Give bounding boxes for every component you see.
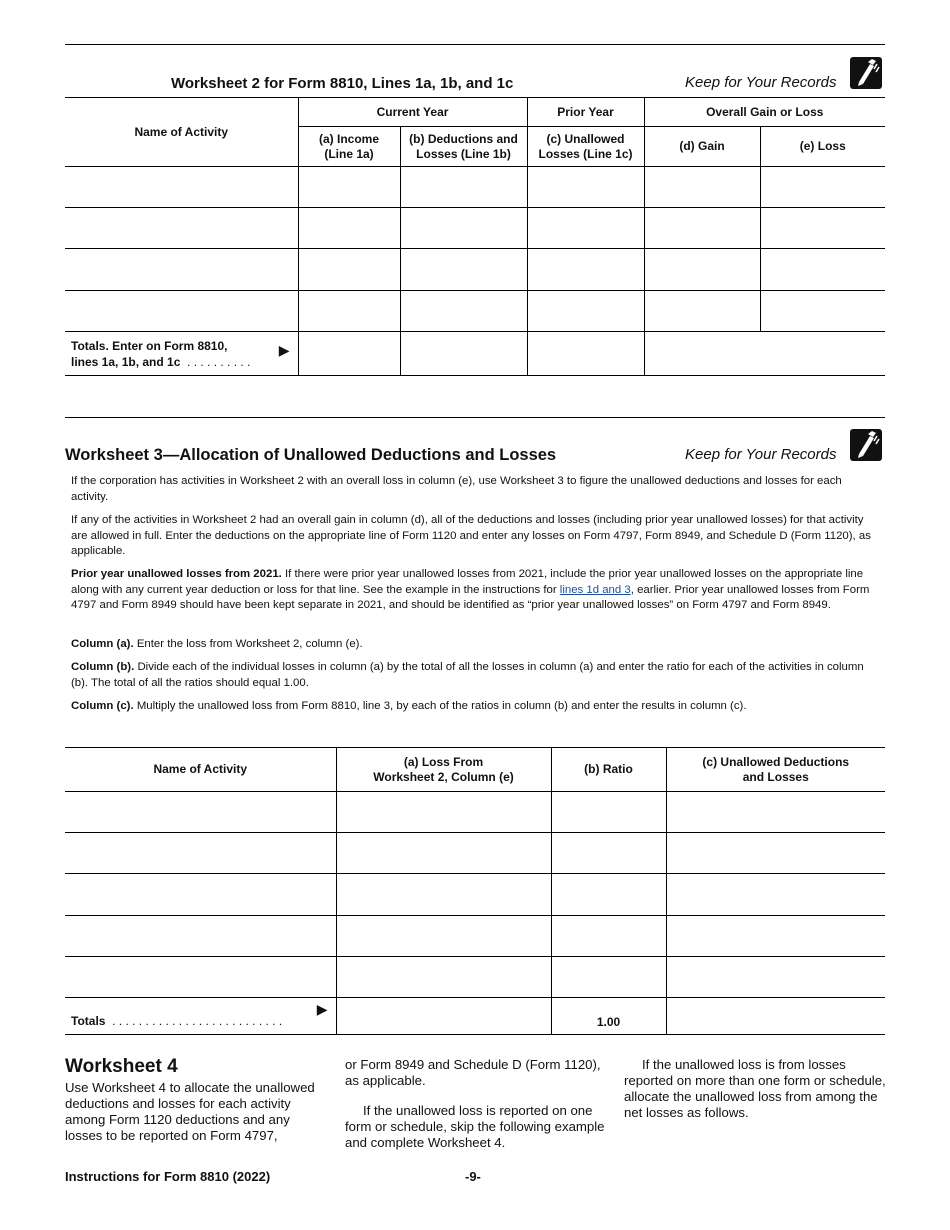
ws3-col-c: (c) Unallowed Deductions and Losses bbox=[666, 748, 885, 792]
ws4-col-1: Use Worksheet 4 to allocate the unallowed deductions and losses for each activity among Form 1120 deductions and any losses to be reported on Form 4797, bbox=[65, 1080, 315, 1143]
ws3-para-5: Column (b). Divide each of the individual losses in column (a) by the total of all the losses in column (a) and enter the ratio for each of the activities in column (b). The total of all the ratios should equal 1.00. bbox=[71, 661, 864, 689]
ws4-col-3: If the unallowed loss is from losses reported on more than one form or schedule, allocate the unallowed loss from among the net losses as follows. bbox=[624, 1057, 886, 1120]
ws3-para-4: Column (a). Enter the loss from Worksheet 2, column (e). bbox=[71, 638, 363, 650]
arrow-right-icon: ▶ bbox=[278, 342, 290, 358]
top-rule bbox=[65, 44, 885, 45]
ws3-keep-records: Keep for Your Records bbox=[685, 446, 837, 463]
ws4-col-2b: If the unallowed loss is reported on one form or schedule, skip the following example and complete Worksheet 4. bbox=[345, 1103, 605, 1150]
ws3-table bbox=[65, 747, 885, 1035]
ws3-totals-row bbox=[65, 998, 885, 1035]
ws3-title: Worksheet 3—Allocation of Unallowed Deductions and Losses bbox=[65, 446, 557, 464]
pencil-icon bbox=[850, 57, 882, 89]
table-row bbox=[65, 249, 885, 291]
ws2-title: Worksheet 2 for Form 8810, Lines 1a, 1b, and 1c bbox=[171, 75, 514, 92]
ws2-totals-label: Totals. Enter on Form 8810, lines 1a, 1b, and 1c . . . . . . . . . . ▶ bbox=[65, 332, 298, 376]
table-row bbox=[65, 167, 885, 208]
ws3-ratio-total: 1.00 bbox=[551, 998, 666, 1035]
table-row bbox=[65, 833, 885, 874]
ws2-col-e: (e) Loss bbox=[760, 127, 885, 167]
page-number: -9- bbox=[465, 1169, 481, 1184]
ws3-para-6: Column (c). Multiply the unallowed loss from Form 8810, line 3, by each of the ratios in column (b) and enter the results in column (c). bbox=[71, 700, 747, 712]
ws3-para-3: Prior year unallowed losses from 2021. If there were prior year unallowed losses from 2021, include the prior year unallowed losses on the appropriate line along with any current year deduction or loss for that line. See the example in the instructions for lines 1d and 3, earlier. Prior year unallowed losses from Form 4797 and Form 8949 should have been kept separate in 2021, and should be identified as “prior year unallowed losses” on Form 4797 and Form 8949. bbox=[71, 568, 870, 612]
lines-1d-3-link[interactable]: lines 1d and 3 bbox=[559, 583, 631, 596]
ws3-col-name: Name of Activity bbox=[65, 748, 336, 792]
ws3-para-2: If any of the activities in Worksheet 2 had an overall gain in column (d), all of the deductions and losses (including prior year unallowed losses) for that activity are allowed in full. Enter the deductions on the appropriate line of Form 1120 and enter any losses on Form 4797, Form 8949, and Schedule D (Form 1120), as applicable. bbox=[71, 514, 871, 558]
ws2-totals-row bbox=[65, 332, 885, 376]
ws4-col-2a: or Form 8949 and Schedule D (Form 1120), as applicable. bbox=[345, 1057, 601, 1088]
table-row bbox=[65, 792, 885, 833]
arrow-right-icon: ▶ bbox=[316, 1001, 328, 1017]
ws2-col-b: (b) Deductions and Losses (Line 1b) bbox=[400, 127, 527, 167]
table-row bbox=[65, 957, 885, 998]
table-row bbox=[65, 874, 885, 916]
ws2-col-d: (d) Gain bbox=[644, 127, 760, 167]
ws3-totals-label: Totals . . . . . . . . . . . . . . . . . . . . . . . . . . ▶ bbox=[65, 998, 336, 1035]
section-rule bbox=[65, 417, 885, 418]
ws2-col-a: (a) Income (Line 1a) bbox=[298, 127, 400, 167]
ws2-col-c: (c) Unallowed Losses (Line 1c) bbox=[527, 127, 644, 167]
ws2-col-prior-year: Prior Year bbox=[527, 98, 644, 127]
ws2-table bbox=[65, 97, 885, 376]
ws2-keep-records: Keep for Your Records bbox=[685, 74, 837, 91]
ws3-para-1: If the corporation has activities in Worksheet 2 with an overall loss in column (e), use Worksheet 3 to figure the unallowed deductions and losses for each activity. bbox=[71, 475, 842, 503]
ws4-title: Worksheet 4 bbox=[65, 1056, 178, 1077]
ws3-col-a: (a) Loss From Worksheet 2, Column (e) bbox=[336, 748, 551, 792]
pencil-icon bbox=[850, 429, 882, 461]
table-row bbox=[65, 916, 885, 957]
table-row bbox=[65, 291, 885, 332]
table-row bbox=[65, 208, 885, 249]
ws2-col-current-year: Current Year bbox=[298, 98, 527, 127]
ws2-col-name: Name of Activity bbox=[65, 98, 298, 167]
footer-form-title: Instructions for Form 8810 (2022) bbox=[65, 1169, 271, 1184]
ws2-col-overall: Overall Gain or Loss bbox=[644, 98, 885, 127]
ws3-col-b: (b) Ratio bbox=[551, 748, 666, 792]
